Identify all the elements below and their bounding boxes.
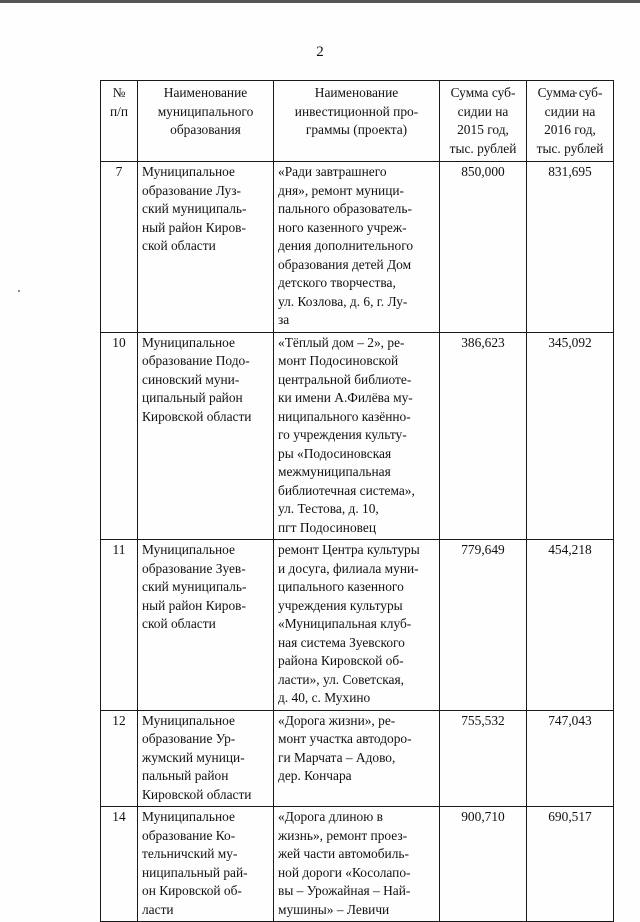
row-sum-2015: 900,710 — [440, 807, 527, 922]
header-num: № п/п — [101, 81, 138, 162]
row-sum-2016: 454,218 — [527, 540, 614, 711]
header-municipality: Наименование муниципального образования — [138, 81, 274, 162]
row-sum-2015: 386,623 — [440, 332, 527, 540]
table-header-row — [101, 81, 614, 162]
row-num: 12 — [101, 710, 138, 807]
row-sum-2016: 747,043 — [527, 710, 614, 807]
table-row — [101, 332, 614, 540]
table-row — [101, 540, 614, 711]
row-municipality: Муниципальное образование Подо- синовский муни- ципальный район Кировской области — [138, 332, 274, 540]
row-municipality: Муниципальное образование Луз- ский муниципаль- ный район Киров- ской области — [138, 162, 274, 333]
row-sum-2016: 345,092 — [527, 332, 614, 540]
header-sum-2016: Сумма суб- сидии на 2016 год, тыс. рублей — [527, 81, 614, 162]
row-municipality: Муниципальное образование Ко- тельничский му- ниципальный рай- он Кировской об- ласти — [138, 807, 274, 922]
row-municipality: Муниципальное образование Ур- жумский муници- пальный район Кировской области — [138, 710, 274, 807]
scan-speck — [18, 290, 20, 292]
row-program: «Тёплый дом – 2», ре- монт Подосиновской центральной библиоте- ки имени А.Филёва му- ниципального казённо- го учреждения культу- ры «Подосиновская межмуниципальная библиотечная система», ул. Тестова, д. 10, пгт Подосиновец — [274, 332, 440, 540]
row-program: «Дорога жизни», ре- монт участка автодоро- ги Марчата – Адово, дер. Кончара — [274, 710, 440, 807]
row-municipality: Муниципальное образование Зуев- ский муниципаль- ный район Киров- ской области — [138, 540, 274, 711]
row-num: 7 — [101, 162, 138, 333]
page-top-rule — [0, 0, 640, 3]
row-num: 10 — [101, 332, 138, 540]
row-sum-2015: 850,000 — [440, 162, 527, 333]
subsidy-table — [100, 80, 614, 922]
row-sum-2016: 831,695 — [527, 162, 614, 333]
row-program: ремонт Центра культуры и досуга, филиала муни- ципального казенного учреждения культуры «Муниципальная клуб- ная система Зуевского района Кировской об- ласти», ул. Советская, д. 40, с. Мухино — [274, 540, 440, 711]
row-sum-2016: 690,517 — [527, 807, 614, 922]
row-sum-2015: 779,649 — [440, 540, 527, 711]
page-number: 2 — [316, 44, 324, 60]
header-program: Наименование инвестиционной про- граммы (проекта) — [274, 81, 440, 162]
row-program: «Ради завтрашнего дня», ремонт муници- пального образователь- ного казенного учреж- дения дополнительного образования детей Дом детского творчества, ул. Козлова, д. 6, г. Лу- за — [274, 162, 440, 333]
table-row — [101, 162, 614, 333]
table-row — [101, 710, 614, 807]
header-sum-2015: Сумма суб- сидии на 2015 год, тыс. рублей — [440, 81, 527, 162]
row-num: 14 — [101, 807, 138, 922]
row-num: 11 — [101, 540, 138, 711]
row-sum-2015: 755,532 — [440, 710, 527, 807]
table-row — [101, 807, 614, 922]
row-program: «Дорога длиною в жизнь», ремонт проез- жей части автомобиль- ной дороги «Косолапо- вы – Урожайная – Най- мушины» – Левичи — [274, 807, 440, 922]
